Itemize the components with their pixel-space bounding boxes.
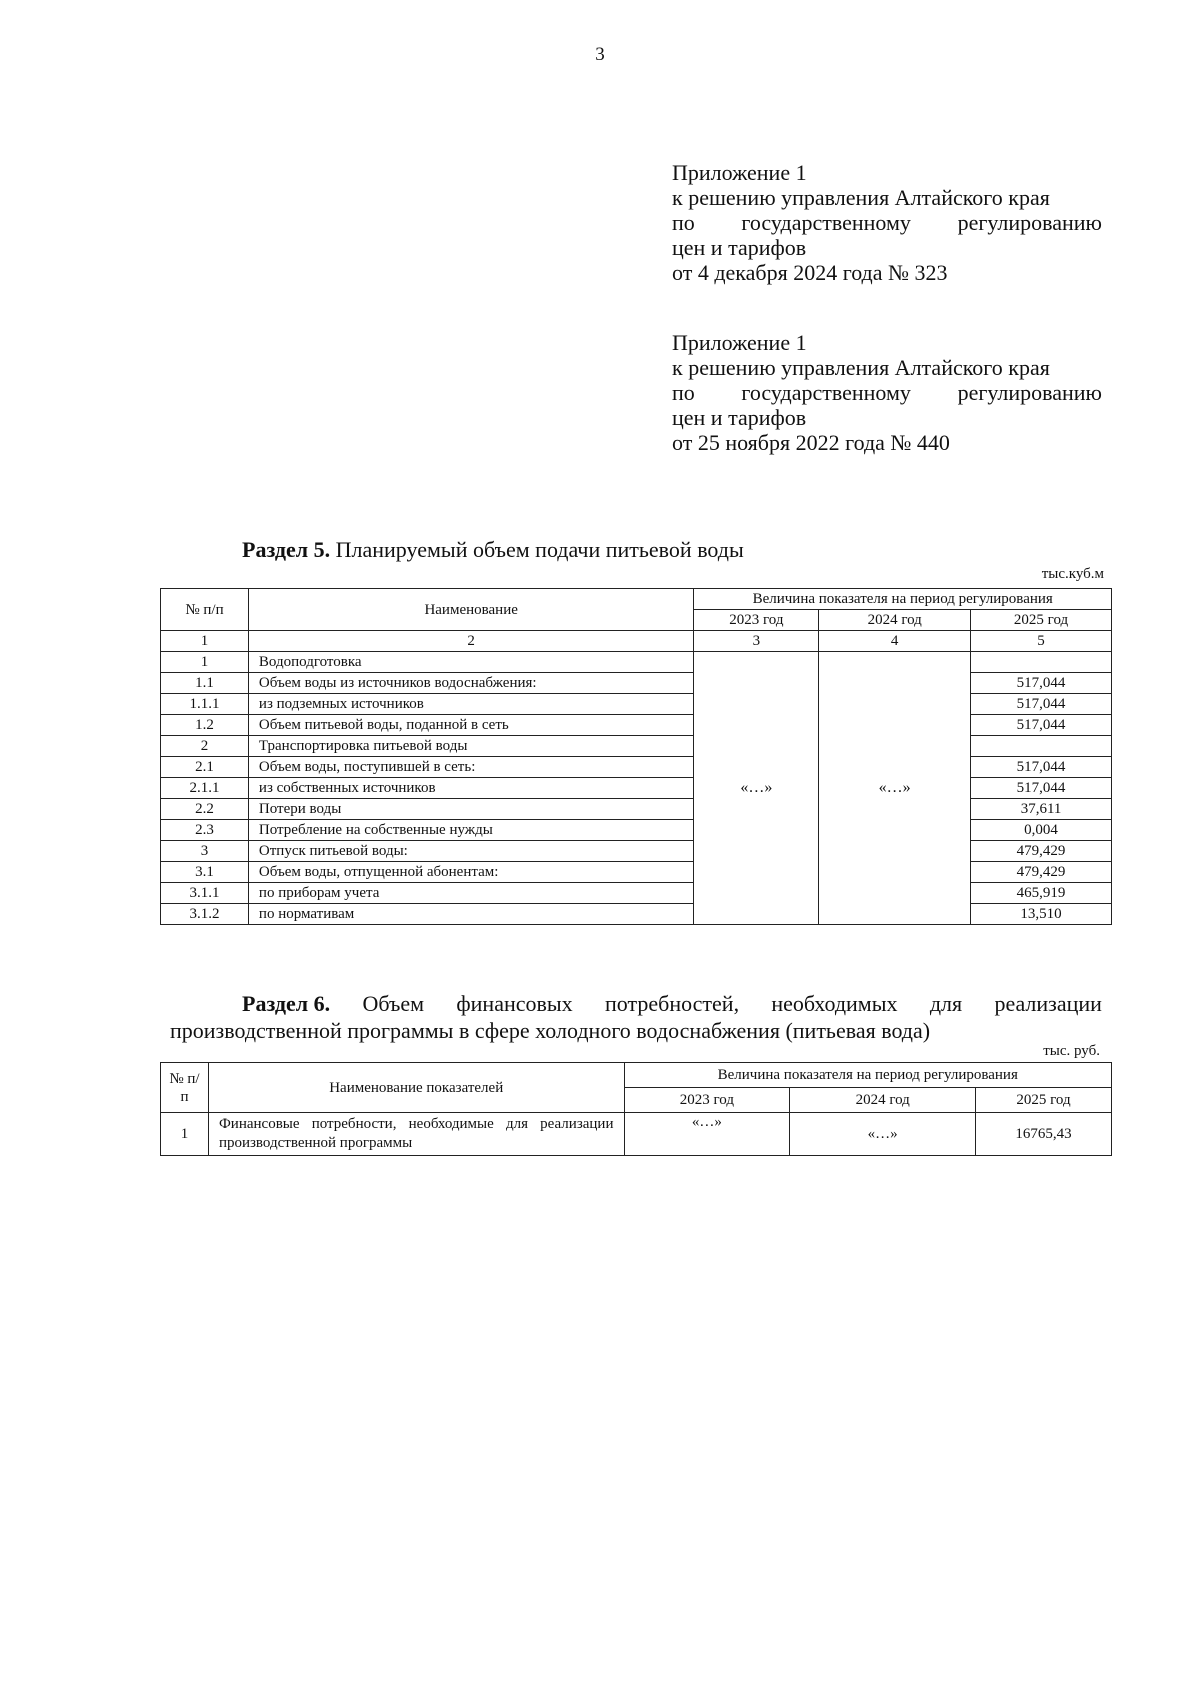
title-word: потребностей,: [605, 991, 740, 1016]
column-number: 2: [248, 631, 693, 652]
header-period: Величина показателя на период регулирования: [624, 1063, 1112, 1088]
row-num: 2.2: [161, 799, 249, 820]
header-year-2024: 2024 год: [790, 1088, 976, 1113]
value-2025: 517,044: [971, 757, 1112, 778]
appendix-line: к решению управления Алтайского края: [672, 355, 1050, 380]
header-year-2025: 2025 год: [971, 610, 1112, 631]
appendix-title: Приложение 1: [672, 330, 807, 355]
appendix-header-2024: [672, 160, 1102, 285]
row-name: Водоподготовка: [248, 652, 693, 673]
page-number: 3: [595, 44, 605, 65]
title-word: для: [929, 991, 963, 1016]
value-2025: 465,919: [971, 883, 1112, 904]
row-num: 2.1.1: [161, 778, 249, 799]
title-word: необходимых: [771, 991, 898, 1016]
section-6-label: Раздел 6.: [242, 991, 331, 1016]
value-2024: «…»: [790, 1113, 976, 1156]
header-name: Наименование показателей: [208, 1063, 624, 1113]
section-5-label: Раздел 5.: [242, 537, 331, 562]
appendix-word: по: [672, 380, 695, 405]
column-number: 4: [819, 631, 971, 652]
merged-value-2023: «…»: [694, 652, 819, 925]
header-name: Наименование: [248, 589, 693, 631]
column-number: 5: [971, 631, 1112, 652]
table-header-row: [161, 589, 1112, 610]
value-2025: 37,611: [971, 799, 1112, 820]
row-name: Объем воды из источников водоснабжения:: [248, 673, 693, 694]
row-num: 1: [161, 1113, 209, 1156]
row-name: Объем питьевой воды, поданной в сеть: [248, 715, 693, 736]
row-num: 2.3: [161, 820, 249, 841]
value-2025: 16765,43: [976, 1113, 1112, 1156]
appendix-line: цен и тарифов: [672, 235, 807, 260]
header-num: № п/п: [161, 589, 249, 631]
appendix-header-2022: [672, 330, 1102, 455]
row-name: Транспортировка питьевой воды: [248, 736, 693, 757]
column-number: 3: [694, 631, 819, 652]
appendix-word: государственному: [741, 380, 911, 405]
appendix-title: Приложение 1: [672, 160, 807, 185]
financial-needs-table: [160, 1062, 1112, 1156]
table-row: [161, 652, 1112, 673]
appendix-date: от 4 декабря 2024 года № 323: [672, 260, 948, 285]
section-6-title-line: [170, 990, 1102, 1017]
row-name: Потери воды: [248, 799, 693, 820]
value-2025: 0,004: [971, 820, 1112, 841]
row-num: 3: [161, 841, 249, 862]
column-number: 1: [161, 631, 249, 652]
row-num: 1: [161, 652, 249, 673]
row-num: 2: [161, 736, 249, 757]
table-header-row: [161, 1063, 1112, 1088]
title-word: финансовых: [456, 991, 573, 1016]
row-num: 3.1: [161, 862, 249, 883]
row-name: Отпуск питьевой воды:: [248, 841, 693, 862]
header-year-2025: 2025 год: [976, 1088, 1112, 1113]
value-2025: 517,044: [971, 778, 1112, 799]
appendix-word: государственному: [741, 210, 911, 235]
value-2025: 13,510: [971, 904, 1112, 925]
section-5-heading: Планируемый объем подачи питьевой воды: [330, 537, 744, 562]
value-2025: 517,044: [971, 694, 1112, 715]
value-2025: 479,429: [971, 841, 1112, 862]
column-number-row: [161, 631, 1112, 652]
row-num: 1.1: [161, 673, 249, 694]
header-year-2024: 2024 год: [819, 610, 971, 631]
value-2025: 479,429: [971, 862, 1112, 883]
appendix-line: [672, 210, 1102, 235]
row-num: 3.1.1: [161, 883, 249, 904]
section-5-unit: тыс.куб.м: [1041, 566, 1104, 582]
appendix-word: по: [672, 210, 695, 235]
appendix-line: цен и тарифов: [672, 405, 807, 430]
appendix-word: регулированию: [957, 380, 1102, 405]
value-2023: «…»: [624, 1113, 790, 1156]
row-name: по приборам учета: [248, 883, 693, 904]
row-name: по нормативам: [248, 904, 693, 925]
table-row: [161, 1113, 1112, 1156]
row-num: 1.2: [161, 715, 249, 736]
row-name: Объем воды, отпущенной абонентам:: [248, 862, 693, 883]
title-word: реализации: [994, 991, 1102, 1016]
row-name: из собственных источников: [248, 778, 693, 799]
row-num: 1.1.1: [161, 694, 249, 715]
header-num: № п/п: [161, 1063, 209, 1113]
value-2025: 517,044: [971, 673, 1112, 694]
header-period: Величина показателя на период регулирования: [694, 589, 1112, 610]
section-6-unit: тыс. руб.: [1043, 1043, 1100, 1059]
row-num: 2.1: [161, 757, 249, 778]
header-year-2023: 2023 год: [694, 610, 819, 631]
title-word: Объем: [362, 991, 425, 1016]
section-6-title: [170, 990, 1102, 1044]
section-5-title: [242, 536, 744, 563]
row-name: из подземных источников: [248, 694, 693, 715]
row-num: 3.1.2: [161, 904, 249, 925]
header-year-2023: 2023 год: [624, 1088, 790, 1113]
water-volume-table: [160, 588, 1112, 925]
appendix-date: от 25 ноября 2022 года № 440: [672, 430, 950, 455]
appendix-line: [672, 380, 1102, 405]
row-name: Финансовые потребности, необходимые для реализации производственной программы: [208, 1113, 624, 1156]
section-6-title-line: производственной программы в сфере холодного водоснабжения (питьевая вода): [170, 1018, 931, 1043]
value-2025: [971, 736, 1112, 757]
value-2025: [971, 652, 1112, 673]
merged-value-2024: «…»: [819, 652, 971, 925]
value-2025: 517,044: [971, 715, 1112, 736]
row-name: Потребление на собственные нужды: [248, 820, 693, 841]
appendix-word: регулированию: [957, 210, 1102, 235]
appendix-line: к решению управления Алтайского края: [672, 185, 1050, 210]
row-name: Объем воды, поступившей в сеть:: [248, 757, 693, 778]
